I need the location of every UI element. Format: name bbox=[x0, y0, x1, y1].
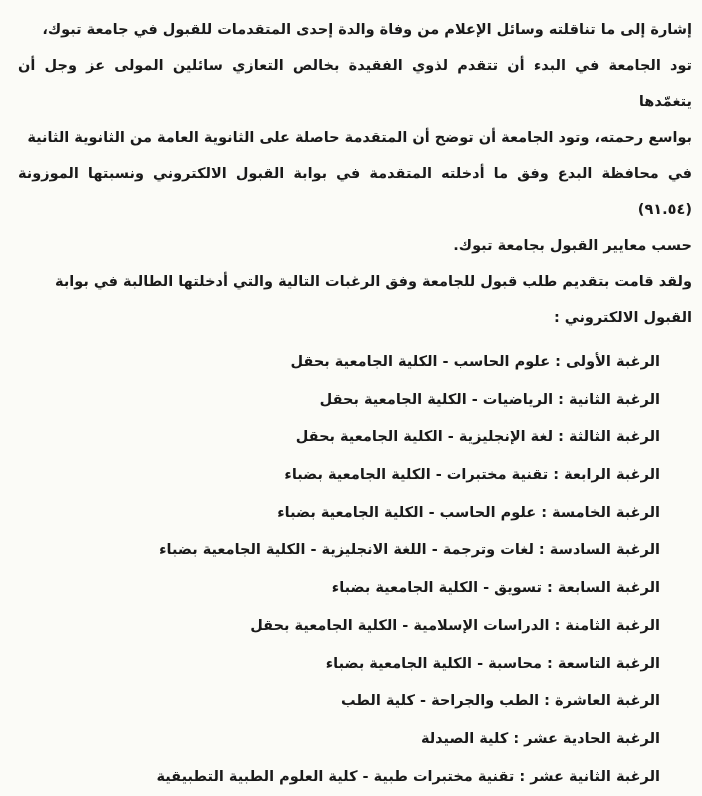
choice-item: الرغبة الحادية عشر : كلية الصيدلة bbox=[420, 730, 660, 747]
choice-item: الرغبة الثانية عشر : تقنية مختبرات طبية - كلية العلوم الطبية التطبيقية bbox=[156, 768, 660, 785]
intro-line: القبول الالكتروني : bbox=[553, 310, 692, 326]
intro-paragraph bbox=[18, 12, 692, 336]
intro-line: حسب معايير القبول بجامعة تبوك. bbox=[453, 238, 692, 254]
choice-item: الرغبة السابعة : تسويق - الكلية الجامعية بضباء bbox=[331, 580, 660, 597]
choice-item: الرغبة الخامسة : علوم الحاسب - الكلية الجامعية بضباء bbox=[277, 504, 660, 521]
choice-item: الرغبة الثالثة : لغة الإنجليزية - الكلية الجامعية بحقل bbox=[295, 429, 660, 446]
intro-line: ولقد قامت بتقديم طلب قبول للجامعة وفق الرغبات التالية والتي أدخلتها الطالبة في بوابة bbox=[55, 274, 692, 290]
intro-line: بواسع رحمته، وتود الجامعة أن توضح أن المتقدمة حاصلة على الثانوية العامة من الثانوية الثانية bbox=[27, 130, 692, 146]
choice-item: الرغبة الثامنة : الدراسات الإسلامية - الكلية الجامعية بحقل bbox=[250, 617, 660, 634]
choice-item: الرغبة السادسة : لغات وترجمة - اللغة الانجليزية - الكلية الجامعية بضباء bbox=[159, 542, 660, 559]
intro-line: في محافظة البدع وفق ما أدخلته المتقدمة في بوابة القبول الالكتروني ونسبتها الموزونة (٩١.٥٤) bbox=[18, 166, 692, 218]
choice-item: الرغبة الرابعة : تقنية مختبرات - الكلية الجامعية بضباء bbox=[284, 467, 660, 484]
choice-item: الرغبة الثانية : الرياضيات - الكلية الجامعية بحقل bbox=[319, 391, 660, 408]
admission-choices-list bbox=[18, 344, 692, 796]
choice-item: الرغبة الأولى : علوم الحاسب - الكلية الجامعية بحقل bbox=[290, 354, 660, 370]
intro-line: إشارة إلى ما تناقلته وسائل الإعلام من وفاة والدة إحدى المتقدمات للقبول في جامعة تبوك، bbox=[42, 22, 692, 38]
choice-item: الرغبة العاشرة : الطب والجراحة - كلية الطب bbox=[340, 693, 660, 710]
intro-line: تود الجامعة في البدء أن تتقدم لذوي الفقيدة بخالص التعازي سائلين المولى عز وجل أن يتغمّدها bbox=[18, 58, 692, 110]
choice-item: الرغبة التاسعة : محاسبة - الكلية الجامعية بضباء bbox=[325, 655, 660, 672]
